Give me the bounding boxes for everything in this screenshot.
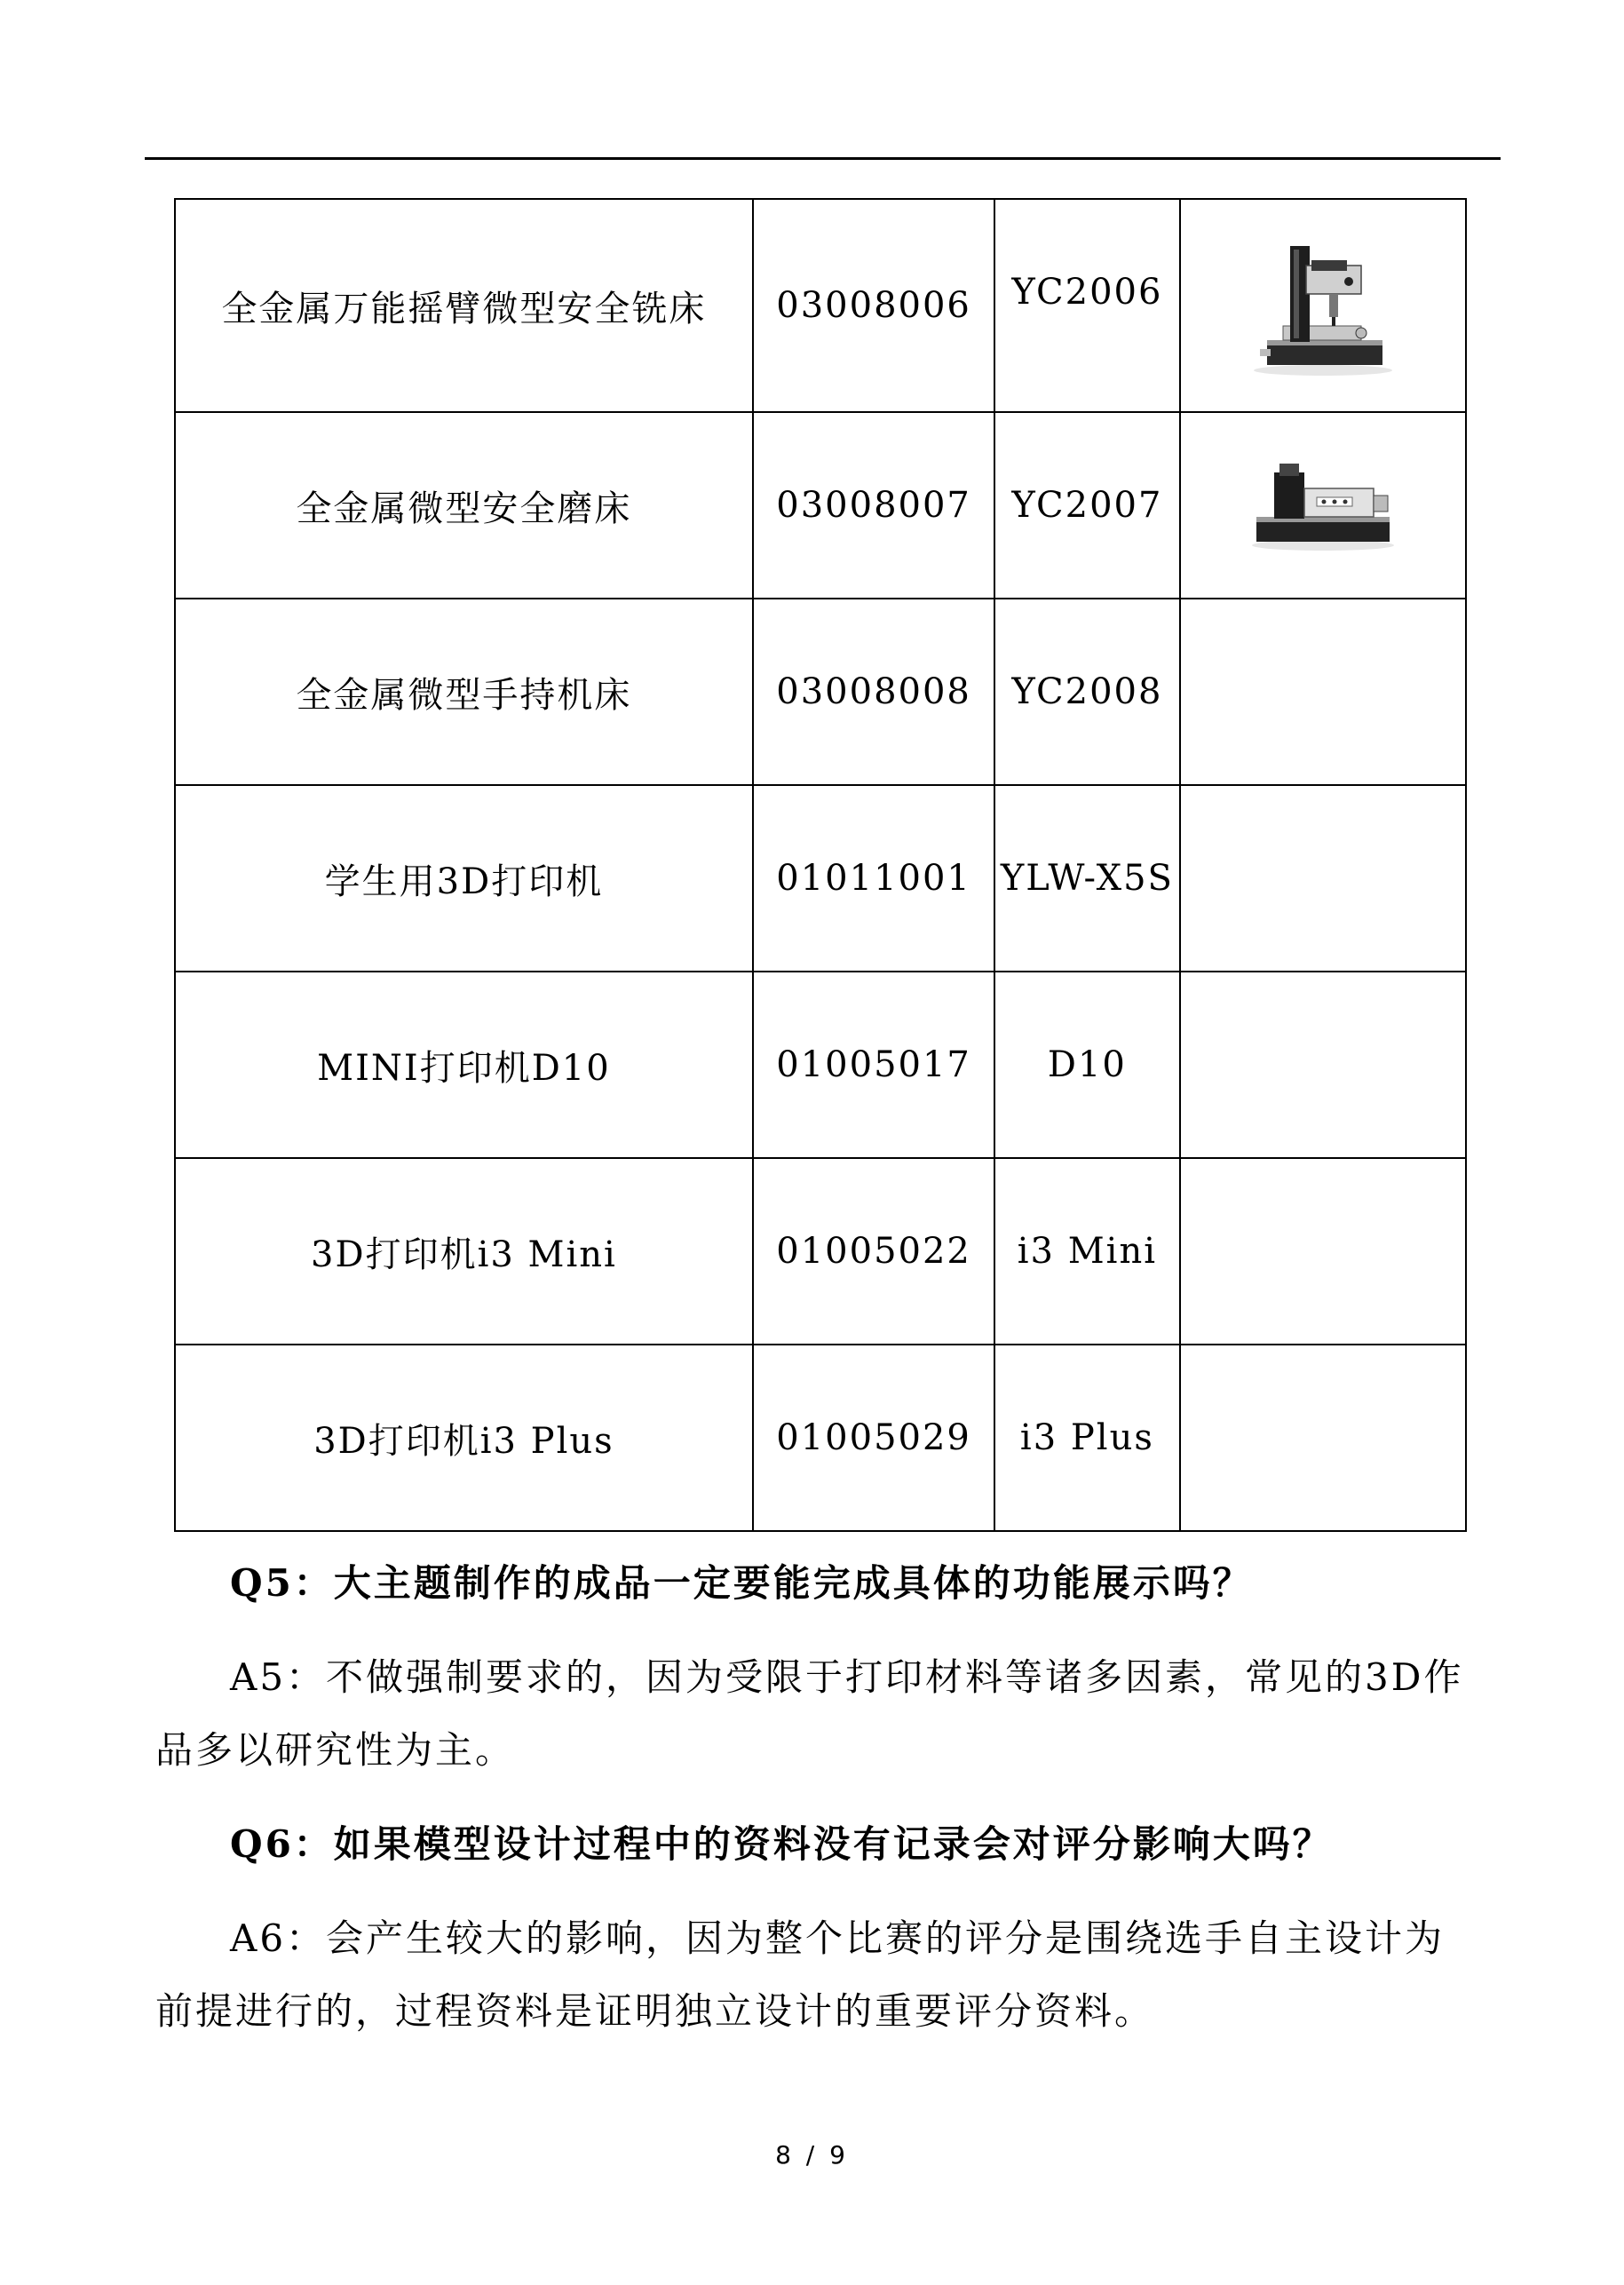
equipment-image-cell (1180, 599, 1466, 785)
table-row (175, 785, 1466, 972)
question-5-text: Q5：大主题制作的成品一定要能完成具体的功能展示吗？ (230, 1561, 1253, 1605)
table-row (175, 199, 1466, 412)
answer-5-line-1: A5：不做强制要求的，因为受限于打印材料等诸多因素，常见的3D作 (230, 1655, 1464, 1699)
question-6-text: Q6：如果模型设计过程中的资料没有记录会对评分影响大吗？ (230, 1822, 1333, 1866)
equipment-image-cell (1180, 785, 1466, 972)
equipment-name: 3D打印机i3 Mini (175, 1158, 753, 1345)
equipment-code: 01005022 (753, 1158, 994, 1345)
milling-machine-image (1248, 230, 1398, 381)
equipment-image-cell (1180, 972, 1466, 1158)
table-row (175, 1345, 1466, 1531)
equipment-name: MINI打印机D10 (175, 972, 753, 1158)
equipment-name: 全金属微型手持机床 (175, 599, 753, 785)
answer-6 (155, 1902, 1478, 2048)
equipment-image-cell (1180, 199, 1466, 412)
question-6 (155, 1808, 1478, 1881)
header-rule (145, 157, 1501, 160)
equipment-model: YLW-X5S (994, 785, 1179, 972)
table-row (175, 1158, 1466, 1345)
equipment-code: 01005029 (753, 1345, 994, 1531)
table-row (175, 599, 1466, 785)
equipment-name: 全金属微型安全磨床 (175, 412, 753, 599)
equipment-code: 03008006 (753, 199, 994, 412)
equipment-code: 01005017 (753, 972, 994, 1158)
equipment-model: YC2007 (994, 412, 1179, 599)
table-row (175, 972, 1466, 1158)
equipment-model: D10 (994, 972, 1179, 1158)
equipment-image-cell (1180, 1158, 1466, 1345)
answer-6-line-1: A6：会产生较大的影响，因为整个比赛的评分是围绕选手自主设计为 (230, 1916, 1446, 1960)
equipment-table (174, 198, 1467, 1532)
equipment-image-cell (1180, 412, 1466, 599)
equipment-model: YC2008 (994, 599, 1179, 785)
equipment-image-cell (1180, 1345, 1466, 1531)
question-5 (155, 1547, 1478, 1620)
answer-5-line-2: 品多以研究性为主。 (155, 1728, 516, 1772)
equipment-code: 01011001 (753, 785, 994, 972)
equipment-name: 学生用3D打印机 (175, 785, 753, 972)
equipment-model: i3 Plus (994, 1345, 1179, 1531)
table-row (175, 412, 1466, 599)
equipment-model: YC2006 (994, 199, 1179, 412)
answer-6-line-2: 前提进行的，过程资料是证明独立设计的重要评分资料。 (155, 1989, 1155, 2033)
equipment-model: i3 Mini (994, 1158, 1179, 1345)
equipment-code: 03008008 (753, 599, 994, 785)
page-number: 8 / 9 (775, 2140, 849, 2170)
equipment-name: 3D打印机i3 Plus (175, 1345, 753, 1531)
grinding-machine-image (1248, 456, 1398, 554)
equipment-code: 03008007 (753, 412, 994, 599)
answer-5 (155, 1641, 1478, 1787)
equipment-name: 全金属万能摇臂微型安全铣床 (175, 199, 753, 412)
